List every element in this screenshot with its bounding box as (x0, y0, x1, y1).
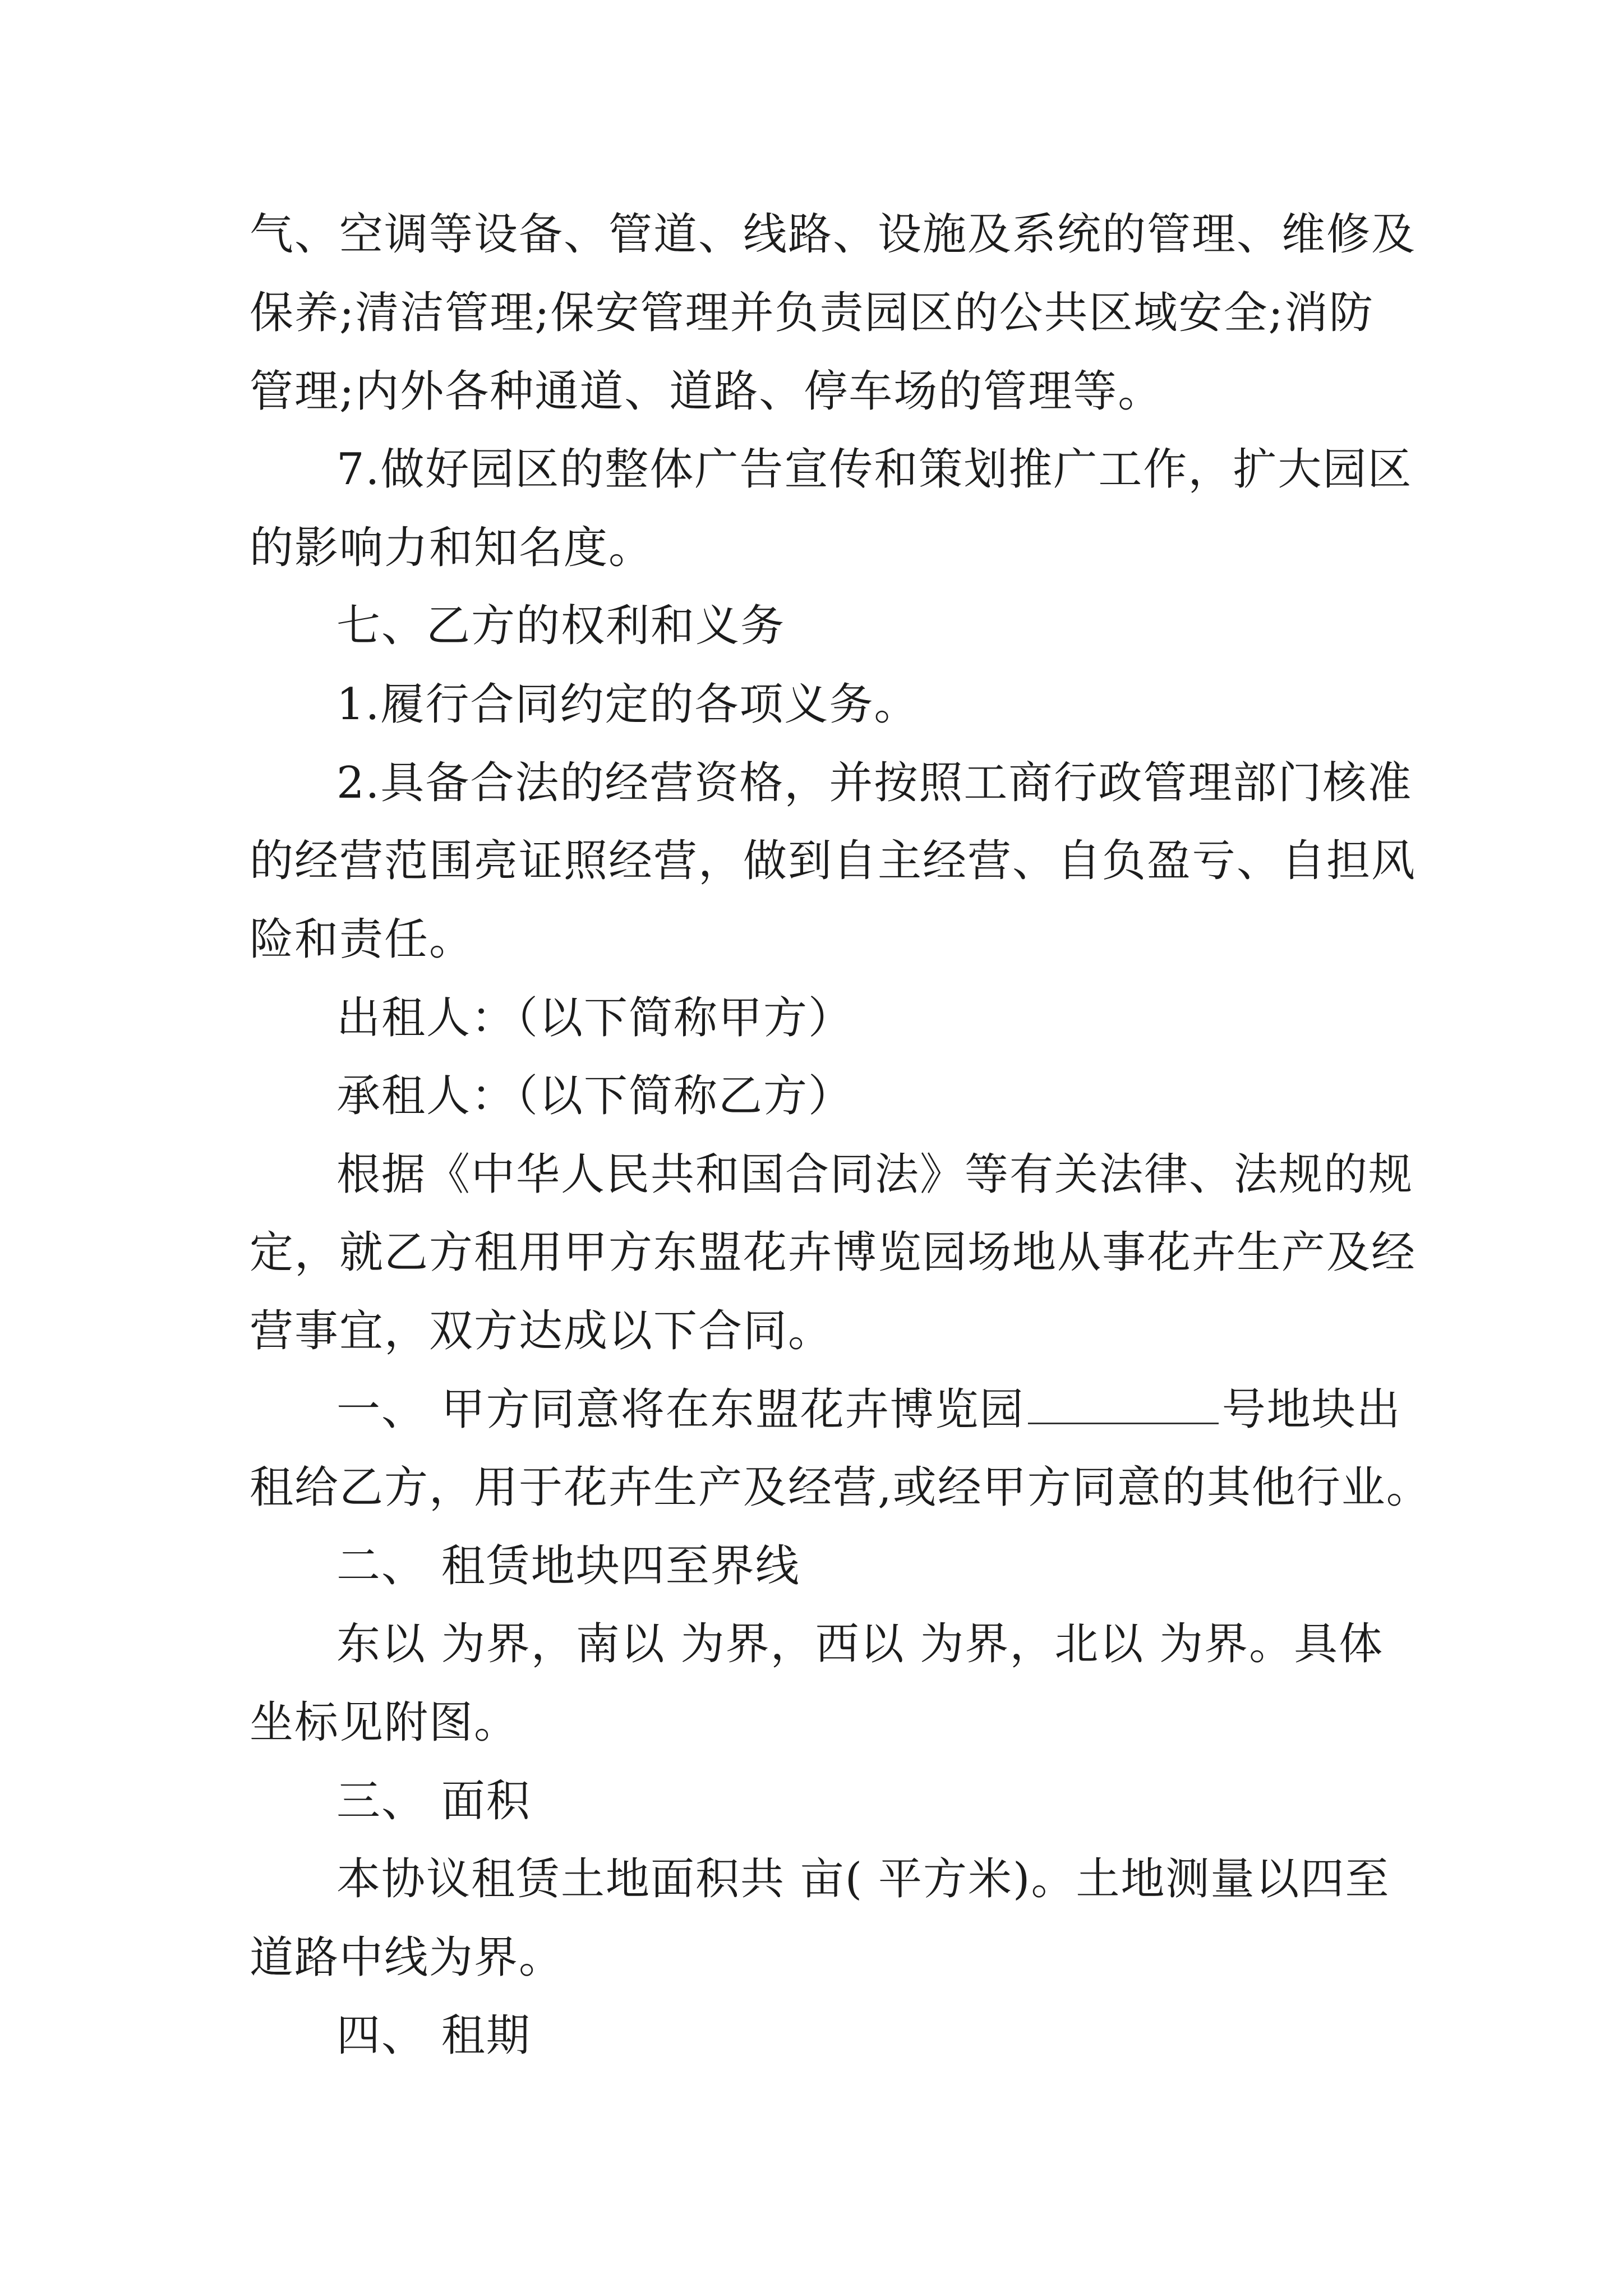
text-line: 道路中线为界。 (250, 1932, 564, 1983)
text-line: 气、空调等设备、管道、线路、设施及系统的管理、维修及 (250, 209, 1417, 260)
text-line: 坐标见附图。 (250, 1697, 519, 1748)
text-line: 的影响力和知名度。 (250, 523, 654, 573)
text-line: 保养;清洁管理;保安管理并负责园区的公共区域安全;消防 (250, 288, 1374, 338)
section-heading: 四、 租期 (336, 2010, 531, 2061)
clause-one-text: 一、 甲方同意将在东盟花卉博览园 (336, 1384, 1025, 1435)
text-line: 租给乙方，用于花卉生产及经营,或经甲方同意的其他行业。 (250, 1462, 1431, 1513)
section-heading: 三、 面积 (336, 1776, 531, 1826)
text-line: 2.具备合法的经营资格，并按照工商行政管理部门核准 (336, 758, 1413, 808)
clause-one-text-end: 号地块出 (1221, 1384, 1401, 1435)
text-line: 7.做好园区的整体广告宣传和策划推广工作，扩大园区 (336, 444, 1413, 495)
section-heading: 二、 租赁地块四至界线 (336, 1541, 800, 1591)
text-line: 东以 为界，南以 为界，西以 为界，北以 为界。具体 (336, 1619, 1384, 1669)
text-line: 险和责任。 (250, 914, 474, 965)
text-line: 定，就乙方租用甲方东盟花卉博览园场地从事花卉生产及经 (250, 1227, 1417, 1278)
text-line: 本协议租赁土地面积共 亩( 平方米)。土地测量以四至 (336, 1854, 1390, 1904)
clause-one-line (336, 1382, 1401, 1438)
text-line: 的经营范围亮证照经营，做到自主经营、自负盈亏、自担风 (250, 836, 1417, 886)
lessee-line: 承租人：（以下简称乙方） (336, 1071, 854, 1121)
lessor-line: 出租人：（以下简称甲方） (336, 993, 854, 1043)
text-line: 根据《中华人民共和国合同法》等有关法律、法规的规 (336, 1149, 1414, 1200)
section-heading: 七、乙方的权利和义务 (336, 601, 786, 651)
plot-number-blank (1028, 1389, 1219, 1424)
text-line: 营事宜，双方达成以下合同。 (250, 1306, 833, 1356)
text-line: 1.履行合同约定的各项义务。 (336, 679, 919, 730)
text-line: 管理;内外各种通道、道路、停车场的管理等。 (250, 366, 1163, 417)
